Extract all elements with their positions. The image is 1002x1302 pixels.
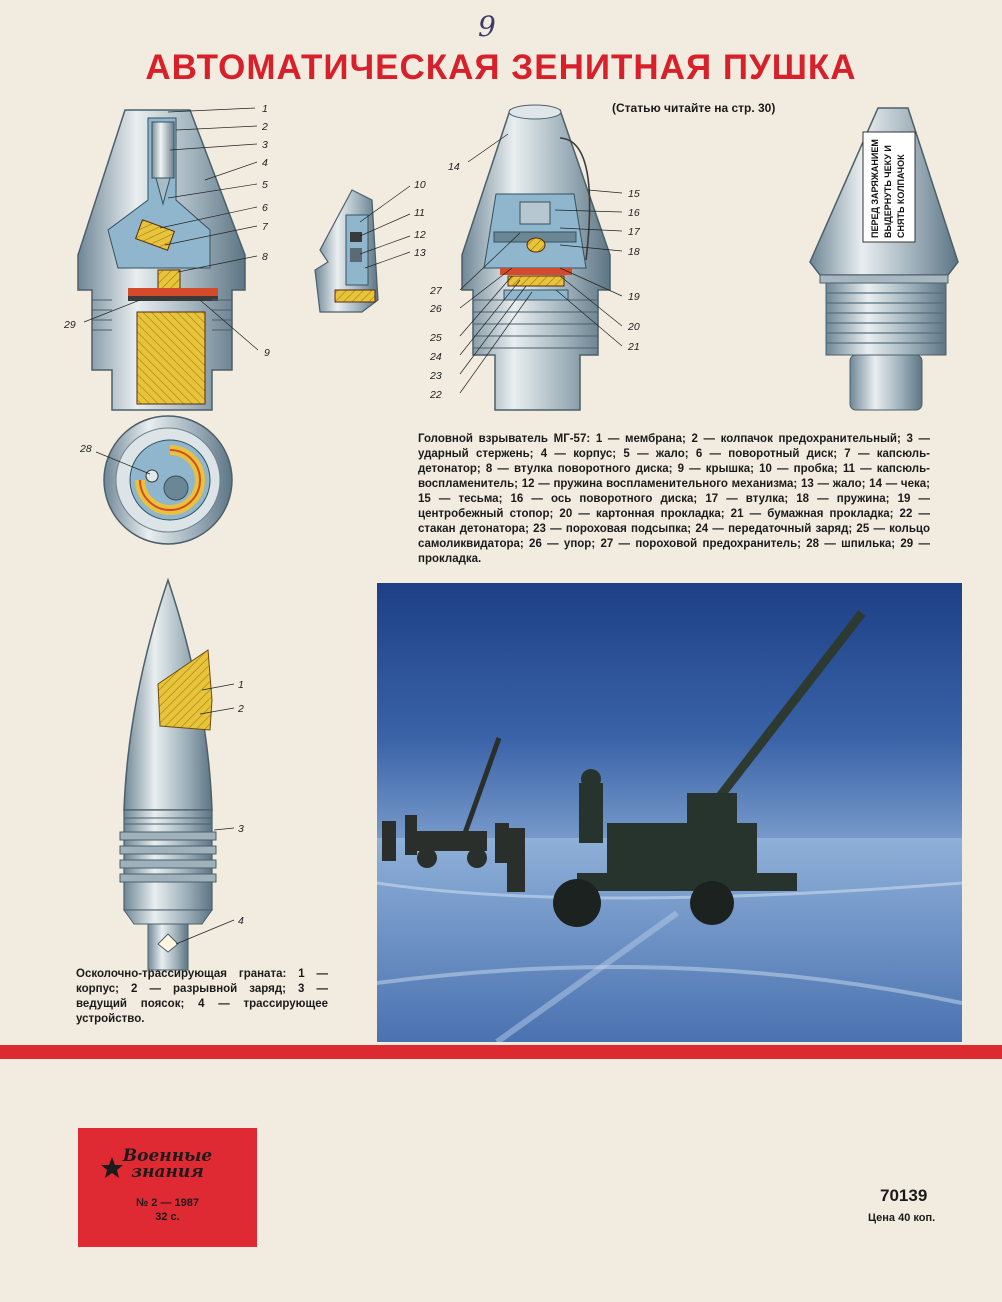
callout-1: 1 xyxy=(262,103,268,115)
magazine-logo-box xyxy=(78,1128,257,1247)
fuse-caption: Головной взрыватель МГ-57: 1 — мембрана; 2 — колпачок предохранительный; 3 — ударный стержень; 4 — корпус; 5 — жало; 6 — поворотный диск; 7 — капсюль-детонатор; 8 — втулка поворотного диска; 9 — крышка; 10 — пробка; 11 — капсюль-воспламенитель; 12 — пружина воспламенительного механизма; 13 — жало; 14 — чека; 15 — тесьма; 16 — ось поворотного диска; 17 — втулка; 18 — пружина; 19 — центробежный стопор; 20 — картонная прокладка; 21 — бумажная прокладка; 22 — стакан детонатора; 23 — пороховая подсыпка; 24 — передаточный заряд; 25 — кольцо самоликвидатора; 26 — упор; 27 — пороховой предохранитель; 28 — шпилька; 29 — прокладка. xyxy=(418,433,930,565)
callout-18: 18 xyxy=(628,246,640,258)
callout-3: 3 xyxy=(262,139,268,151)
issue-info xyxy=(78,1196,257,1224)
fuse-cutaway-left xyxy=(63,103,270,410)
callout-25: 25 xyxy=(430,332,442,344)
callout-19: 19 xyxy=(628,291,640,303)
fuse-detail-wedge xyxy=(315,179,426,312)
callout-8: 8 xyxy=(262,251,268,263)
callout-21: 21 xyxy=(628,341,640,353)
callout-24: 24 xyxy=(430,351,442,363)
fuse-exterior-right xyxy=(810,108,958,410)
callout-4: 4 xyxy=(262,157,268,169)
callout-16: 16 xyxy=(628,207,640,219)
callout-7: 7 xyxy=(262,221,268,233)
callout-20: 20 xyxy=(628,321,640,333)
grenade-caption: Осколочно-трассирующая граната: 1 — корпус; 2 — разрывной заряд; 3 — ведущий поясок; 4 — трассирующее устройство. xyxy=(76,968,328,1025)
issue-number: № 2 — 1987 xyxy=(135,1197,200,1209)
callout-12: 12 xyxy=(414,229,426,241)
grenade-callout-1: 1 xyxy=(238,679,244,691)
red-divider-bar xyxy=(0,1045,1002,1059)
warning-line-3: СНЯТЬ КОЛПАЧОК xyxy=(896,154,906,238)
callout-6: 6 xyxy=(262,202,268,214)
star-icon xyxy=(100,1156,124,1180)
grenade-illustration xyxy=(120,580,244,970)
grenade-callout-3: 3 xyxy=(238,823,244,835)
callout-5: 5 xyxy=(262,179,268,191)
callout-14: 14 xyxy=(448,161,460,173)
page-count: 32 с. xyxy=(155,1211,180,1223)
callout-26: 26 xyxy=(430,303,442,315)
fuse-top-view xyxy=(79,416,232,544)
logo-line-2: знания xyxy=(131,1162,204,1182)
callout-2: 2 xyxy=(262,121,268,133)
callout-17: 17 xyxy=(628,226,640,238)
read-article-note: (Статью читайте на стр. 30) xyxy=(612,101,776,115)
grenade-callout-4: 4 xyxy=(238,915,244,927)
page-title: АВТОМАТИЧЕСКАЯ ЗЕНИТНАЯ ПУШКА xyxy=(145,48,857,87)
callout-28: 28 xyxy=(80,443,92,455)
logo-line-1: Военные xyxy=(122,1146,213,1166)
warning-line-2: ВЫДЕРНУТЬ ЧЕКУ И xyxy=(883,145,893,238)
warning-line-1: ПЕРЕД ЗАРЯЖАНИЕМ xyxy=(870,139,880,238)
callout-10: 10 xyxy=(414,179,426,191)
callout-29: 29 xyxy=(64,319,76,331)
callout-23: 23 xyxy=(430,370,442,382)
grenade-callout-2: 2 xyxy=(238,703,244,715)
callout-13: 13 xyxy=(414,247,426,259)
callout-27: 27 xyxy=(430,285,442,297)
price: Цена 40 коп. xyxy=(868,1212,936,1224)
fuse-cutaway-center xyxy=(429,105,641,410)
handwritten-page-number: 9 xyxy=(478,10,496,43)
callout-9: 9 xyxy=(264,347,270,359)
callout-22: 22 xyxy=(430,389,442,401)
subscription-index: 70139 xyxy=(880,1186,928,1205)
anti-aircraft-gun-photo xyxy=(377,583,962,1042)
callout-11: 11 xyxy=(414,207,425,219)
callout-15: 15 xyxy=(628,188,640,200)
